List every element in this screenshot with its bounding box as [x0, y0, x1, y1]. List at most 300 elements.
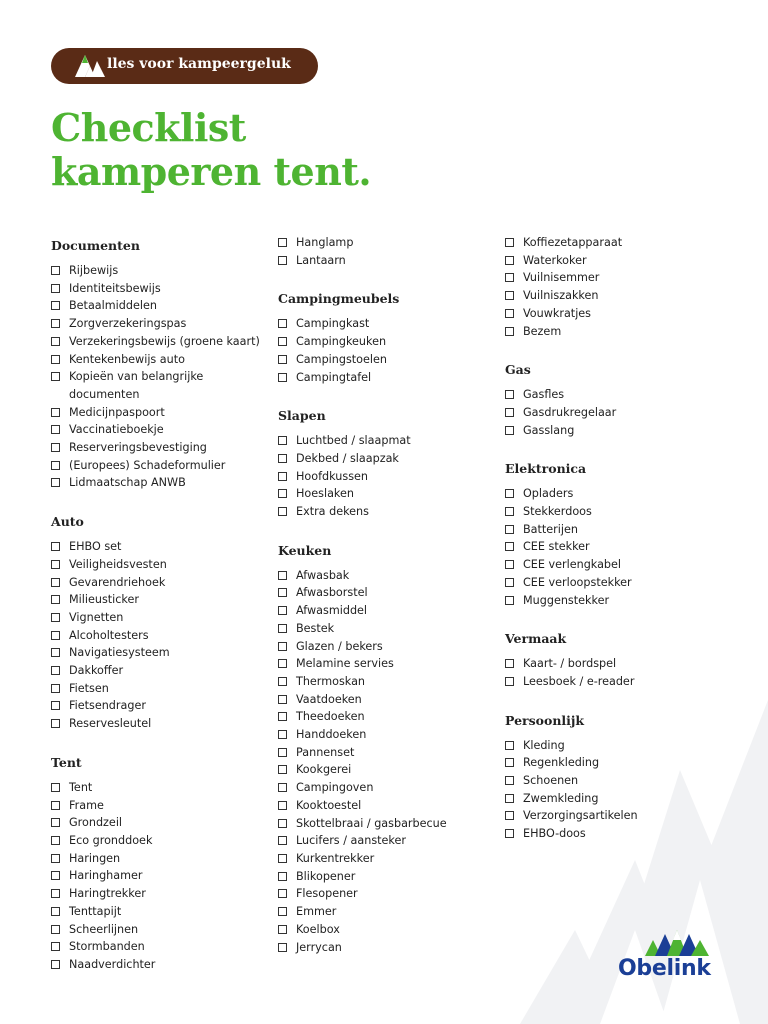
checklist-item[interactable] [278, 708, 493, 726]
checklist-item-label: Stekkerdoos [523, 505, 592, 519]
checklist-item-label: CEE verloopstekker [523, 575, 632, 589]
checklist-item-label: Gasslang [523, 423, 575, 437]
checkbox[interactable] [505, 390, 514, 399]
checkbox[interactable] [278, 489, 287, 498]
checkbox[interactable] [278, 436, 287, 445]
checkbox[interactable] [505, 659, 514, 668]
checkbox[interactable] [278, 801, 287, 810]
checklist-section [505, 361, 720, 439]
checkbox[interactable] [278, 454, 287, 463]
checklist-item[interactable] [505, 269, 720, 287]
checklist-item[interactable] [505, 807, 720, 825]
section-heading: Elektronica [505, 461, 587, 477]
page-title-line-1: Checklist [51, 105, 246, 150]
checklist-item[interactable] [278, 369, 493, 387]
checklist-item[interactable] [51, 921, 266, 939]
checklist-item[interactable] [278, 503, 493, 521]
checkbox[interactable] [505, 525, 514, 534]
checklist-item[interactable] [505, 592, 720, 610]
checkbox[interactable] [278, 642, 287, 651]
checklist-item[interactable] [278, 832, 493, 850]
checkbox[interactable] [278, 695, 287, 704]
checkbox[interactable] [51, 319, 60, 328]
checklist-item-label: Afwasbak [296, 568, 350, 582]
checklist-item-label: Tent [69, 780, 93, 794]
checklist-item-label: Regenkleding [523, 756, 600, 770]
checkbox[interactable] [278, 507, 287, 516]
checkbox[interactable] [51, 684, 60, 693]
checkbox[interactable] [278, 319, 287, 328]
checklist-item[interactable] [278, 655, 493, 673]
checkbox[interactable] [51, 478, 60, 487]
checklist-item-label: Thermoskan [296, 674, 366, 688]
checkbox[interactable] [51, 854, 60, 863]
checkbox[interactable] [51, 613, 60, 622]
checkbox[interactable] [505, 309, 514, 318]
checklist-item[interactable] [505, 655, 720, 673]
checklist-item-label: Dekbed / slaapzak [296, 451, 399, 465]
section-heading: Gas [505, 362, 531, 378]
checkbox[interactable] [278, 943, 287, 952]
checkbox[interactable] [505, 408, 514, 417]
checklist-item-label: Navigatiesysteem [69, 646, 170, 660]
checklist-item[interactable] [278, 584, 493, 602]
checklist-item-label: Hanglamp [296, 236, 354, 249]
checklist-item[interactable] [505, 323, 720, 341]
checklist-item[interactable] [278, 903, 493, 921]
checkbox[interactable] [51, 301, 60, 310]
checklist-section [278, 290, 493, 386]
checklist-item-label: Gasfles [523, 388, 565, 402]
checkbox[interactable] [51, 266, 60, 275]
checklist-item[interactable] [51, 262, 266, 280]
checklist-item-label: Koffiezetapparaat [523, 236, 623, 249]
checklist-item[interactable] [51, 832, 266, 850]
checkbox[interactable] [51, 631, 60, 640]
mountains-a-icon [73, 51, 109, 79]
checklist-item[interactable] [51, 938, 266, 956]
checklist-item-label: Leesboek / e-reader [523, 674, 635, 688]
checklist-item-label: Haringen [69, 851, 121, 865]
checkbox[interactable] [51, 578, 60, 587]
checklist-item-label: Alcoholtesters [69, 628, 149, 642]
checklist-item-label: Gasdrukregelaar [523, 405, 617, 419]
checklist-item-label: Skottelbraai / gasbarbecue [296, 816, 447, 830]
checklist-item-label: Veiligheidsvesten [69, 557, 167, 571]
checklist-item-label: Kooktoestel [296, 798, 362, 812]
checkbox[interactable] [505, 829, 514, 838]
checkbox[interactable] [278, 373, 287, 382]
checklist-item[interactable] [278, 673, 493, 691]
checkbox[interactable] [278, 337, 287, 346]
tagline-badge [51, 48, 318, 84]
logo-text: Obelink [618, 956, 711, 981]
checklist-item-label: Melamine servies [296, 657, 394, 671]
checklist-section [505, 712, 720, 843]
checklist-item[interactable] [51, 627, 266, 645]
checklist-item[interactable] [278, 234, 493, 252]
checklist-item-label: Vaatdoeken [296, 692, 362, 706]
checklist-item-label: Bezem [523, 324, 562, 338]
checklist-item[interactable] [505, 772, 720, 790]
checklist-item-label: Haringtrekker [69, 887, 146, 901]
checklist-item[interactable] [278, 485, 493, 503]
checklist-item[interactable] [51, 903, 266, 921]
checklist-item[interactable] [51, 814, 266, 832]
mountains-logo-icon [645, 928, 709, 958]
checkbox[interactable] [51, 701, 60, 710]
checklist-item[interactable] [51, 779, 266, 797]
checkbox[interactable] [278, 730, 287, 739]
checklist-item[interactable] [505, 485, 720, 503]
checkbox[interactable] [278, 925, 287, 934]
checklist-item[interactable] [278, 868, 493, 886]
checkbox[interactable] [505, 677, 514, 686]
checkbox[interactable] [278, 748, 287, 757]
checkbox[interactable] [51, 960, 60, 969]
checklist-section [505, 234, 720, 340]
checkbox[interactable] [51, 595, 60, 604]
checkbox[interactable] [51, 408, 60, 417]
checklist-item[interactable] [51, 297, 266, 315]
section-heading: Documenten [51, 238, 140, 253]
checkbox[interactable] [505, 426, 514, 435]
checkbox[interactable] [278, 872, 287, 881]
checklist-item-label: Lantaarn [296, 253, 346, 267]
section-heading: Keuken [278, 542, 332, 558]
checklist-item[interactable] [505, 825, 720, 843]
checklist-item-label: Campingoven [296, 781, 374, 795]
checkbox[interactable] [51, 560, 60, 569]
checklist-section [51, 754, 266, 974]
checklist-item-label: Reservesleutel [69, 717, 152, 731]
checklist-item[interactable] [51, 315, 266, 333]
checklist-item-label: CEE stekker [523, 540, 590, 554]
checklist-column-1 [51, 237, 266, 995]
checkbox[interactable] [51, 284, 60, 293]
checklist-item[interactable] [505, 386, 720, 404]
checklist-item-label: Afwasmiddel [296, 604, 368, 618]
checkbox[interactable] [51, 925, 60, 934]
checkbox[interactable] [278, 819, 287, 828]
checkbox[interactable] [51, 542, 60, 551]
checklist-item[interactable] [278, 797, 493, 815]
checkbox[interactable] [278, 907, 287, 916]
checklist-item-label: Luchtbed / slaapmat [296, 434, 411, 448]
checkbox[interactable] [51, 443, 60, 452]
checkbox[interactable] [505, 256, 514, 265]
checkbox[interactable] [51, 801, 60, 810]
checkbox[interactable] [505, 507, 514, 516]
checkbox[interactable] [278, 783, 287, 792]
checklist-item-label: Muggenstekker [523, 593, 610, 607]
checklist-item-label: Identiteitsbewijs [69, 281, 161, 295]
checklist-item-label: Blikopener [296, 869, 356, 883]
checklist-item[interactable] [278, 620, 493, 638]
checkbox[interactable] [278, 238, 287, 247]
checkbox[interactable] [51, 836, 60, 845]
checklist-item-label: Bestek [296, 621, 335, 635]
checkbox[interactable] [505, 489, 514, 498]
checklist-item-label: Extra dekens [296, 505, 369, 519]
checkbox[interactable] [51, 783, 60, 792]
checkbox[interactable] [278, 571, 287, 580]
checklist-column-2 [278, 234, 493, 977]
checklist-item[interactable] [278, 567, 493, 585]
checklist-item[interactable] [278, 468, 493, 486]
checkbox[interactable] [278, 889, 287, 898]
checkbox[interactable] [278, 624, 287, 633]
checklist-item-label: Campingstoelen [296, 352, 387, 366]
checklist-item-label: Glazen / bekers [296, 639, 383, 653]
checklist-item-label: Flesopener [296, 887, 358, 901]
checklist-item-label: Kaart- / bordspel [523, 657, 617, 671]
checklist-item[interactable] [278, 726, 493, 744]
checklist-item[interactable] [505, 754, 720, 772]
checklist-item[interactable] [278, 779, 493, 797]
checklist-item[interactable] [51, 591, 266, 609]
checklist-item[interactable] [51, 280, 266, 298]
checklist-item[interactable] [51, 662, 266, 680]
checkbox[interactable] [278, 355, 287, 364]
checklist-item[interactable] [51, 439, 266, 457]
checkbox[interactable] [51, 461, 60, 470]
checklist-item[interactable] [505, 503, 720, 521]
checklist-item-label: Verzorgingsartikelen [523, 809, 638, 823]
checklist-item-label: Vignetten [69, 610, 124, 624]
checklist-item[interactable] [505, 234, 720, 252]
checklist-item[interactable] [278, 450, 493, 468]
checklist-section [278, 234, 493, 269]
checkbox[interactable] [51, 648, 60, 657]
checklist-item-label: Lidmaatschap ANWB [69, 476, 186, 490]
checkbox[interactable] [505, 560, 514, 569]
checklist-item-label: Afwasborstel [296, 586, 368, 600]
page-title-line-2: kamperen tent. [51, 149, 372, 194]
checklist-item[interactable] [278, 638, 493, 656]
checklist-item[interactable] [278, 744, 493, 762]
checklist-item[interactable] [51, 538, 266, 556]
checklist-item-label: Vaccinatieboekje [69, 423, 164, 437]
checklist-item-label: Eco gronddoek [69, 833, 153, 847]
checkbox[interactable] [51, 942, 60, 951]
checklist-section [278, 407, 493, 521]
checkbox[interactable] [505, 596, 514, 605]
checklist-item[interactable] [278, 333, 493, 351]
checkbox[interactable] [505, 542, 514, 551]
checklist-column-3 [505, 234, 720, 864]
checklist-item[interactable] [278, 761, 493, 779]
checklist-item-label: CEE verlengkabel [523, 558, 622, 572]
checklist-item[interactable] [51, 867, 266, 885]
checklist-item-label: Reserveringsbevestiging [69, 441, 207, 455]
checkbox[interactable] [505, 327, 514, 336]
checkbox[interactable] [278, 712, 287, 721]
checkbox[interactable] [51, 425, 60, 434]
checkbox[interactable] [51, 666, 60, 675]
checklist-item[interactable] [51, 351, 266, 369]
checklist-item[interactable] [51, 404, 266, 422]
checkbox[interactable] [51, 871, 60, 880]
checklist-item-label: Rijbewijs [69, 264, 119, 277]
checklist-item-label: Kleding [523, 738, 565, 752]
checklist-item-label: Tenttapijt [69, 904, 122, 918]
checkbox[interactable] [278, 677, 287, 686]
checkbox[interactable] [51, 889, 60, 898]
checkbox[interactable] [505, 758, 514, 767]
checklist-item[interactable] [505, 737, 720, 755]
checklist-item[interactable] [51, 457, 266, 475]
checklist-item[interactable] [51, 680, 266, 698]
checklist-item[interactable] [278, 939, 493, 957]
checklist-item[interactable] [505, 574, 720, 592]
checklist-item[interactable] [505, 404, 720, 422]
checklist-item[interactable] [505, 287, 720, 305]
checkbox[interactable] [278, 836, 287, 845]
checklist-item-label: Milieusticker [69, 593, 139, 607]
checkbox[interactable] [505, 811, 514, 820]
checklist-item[interactable] [505, 673, 720, 691]
checklist-item-label: Vuilnisemmer [523, 271, 600, 285]
checklist-item-label: Fietsen [69, 681, 109, 695]
checklist-section [51, 237, 266, 492]
checkbox[interactable] [51, 372, 60, 381]
section-heading: Auto [51, 514, 84, 530]
checklist-section [505, 630, 720, 690]
checklist-item-label: Jerrycan [296, 940, 342, 954]
checkbox[interactable] [278, 659, 287, 668]
checklist-item[interactable] [51, 474, 266, 492]
checklist-item-label: Haringhamer [69, 869, 143, 883]
checkbox[interactable] [51, 355, 60, 364]
checkbox[interactable] [278, 588, 287, 597]
checklist-item-label: Emmer [296, 905, 337, 919]
checklist-item[interactable] [505, 538, 720, 556]
checklist-item-label: Naadverdichter [69, 957, 156, 971]
checklist-item[interactable] [51, 421, 266, 439]
checklist-item-label: Pannenset [296, 745, 355, 759]
checkbox[interactable] [278, 765, 287, 774]
section-heading: Persoonlijk [505, 712, 585, 728]
checklist-item-label: Kentekenbewijs auto [69, 352, 185, 366]
checklist-section [278, 542, 493, 956]
checklist-item-label: Theedoeken [296, 710, 365, 724]
checklist-item-label: Kookgerei [296, 763, 352, 777]
section-heading: Campingmeubels [278, 291, 400, 307]
obelink-logo [615, 928, 740, 984]
checkbox[interactable] [505, 741, 514, 750]
checklist-item[interactable] [51, 644, 266, 662]
checklist-item[interactable] [278, 691, 493, 709]
checkbox[interactable] [51, 907, 60, 916]
checklist-item[interactable] [51, 609, 266, 627]
checkbox[interactable] [278, 256, 287, 265]
section-heading: Vermaak [505, 631, 567, 647]
checklist-item[interactable] [278, 315, 493, 333]
checkbox[interactable] [505, 578, 514, 587]
checkbox[interactable] [505, 776, 514, 785]
checklist-item-label: Dakkoffer [69, 664, 124, 678]
checklist-item-label: Frame [69, 798, 104, 812]
checklist-item-label: EHBO-doos [523, 827, 586, 841]
checklist-item[interactable] [51, 333, 266, 351]
checklist-item[interactable] [51, 697, 266, 715]
checkbox[interactable] [278, 606, 287, 615]
checklist-item-label: Betaalmiddelen [69, 299, 157, 313]
checklist-item[interactable] [51, 797, 266, 815]
checkbox[interactable] [505, 291, 514, 300]
checklist-item-label: (Europees) Schadeformulier [69, 458, 226, 472]
checklist-item[interactable] [51, 850, 266, 868]
checkbox[interactable] [505, 238, 514, 247]
checklist-item[interactable] [505, 521, 720, 539]
checkbox[interactable] [505, 273, 514, 282]
checklist-item[interactable] [51, 715, 266, 733]
checklist-item-label: Campingkast [296, 317, 370, 331]
checklist-item[interactable] [51, 956, 266, 974]
checklist-section [505, 460, 720, 609]
checklist-item-label: Waterkoker [523, 253, 587, 267]
tagline-text: lles voor kampeergeluk [107, 56, 291, 72]
checklist-item-label: Vouwkratjes [523, 306, 592, 320]
checkbox[interactable] [51, 719, 60, 728]
checklist-item[interactable] [505, 422, 720, 440]
page-title [51, 106, 371, 194]
checklist-item-label: EHBO set [69, 540, 122, 554]
checklist-item-label: Opladers [523, 487, 574, 501]
checklist-section [51, 513, 266, 733]
checklist-item[interactable] [278, 602, 493, 620]
checklist-item[interactable] [278, 885, 493, 903]
checkbox[interactable] [278, 854, 287, 863]
checkbox[interactable] [51, 337, 60, 346]
checklist-item-label: Koelbox [296, 922, 340, 936]
checklist-item-label: Handdoeken [296, 728, 367, 742]
checklist-item-label: Vuilniszakken [523, 289, 599, 303]
checklist-item-label: Lucifers / aansteker [296, 834, 406, 848]
checklist-item[interactable] [51, 556, 266, 574]
section-heading: Tent [51, 754, 82, 770]
checklist-item[interactable] [505, 252, 720, 270]
checklist-item-label: Hoeslaken [296, 487, 354, 501]
checklist-item[interactable] [505, 305, 720, 323]
checklist-item-label: Batterijen [523, 522, 578, 536]
checklist-item-label: Stormbanden [69, 940, 145, 954]
checklist-item[interactable] [505, 790, 720, 808]
checkbox[interactable] [51, 818, 60, 827]
checklist-item[interactable] [278, 850, 493, 868]
checklist-item-label: Campingtafel [296, 370, 372, 384]
checklist-item[interactable] [505, 556, 720, 574]
checklist-item[interactable] [278, 815, 493, 833]
checklist-item-label: Fietsendrager [69, 699, 146, 713]
checklist-item[interactable] [278, 921, 493, 939]
checklist-item-label: Campingkeuken [296, 335, 387, 349]
checkbox[interactable] [278, 472, 287, 481]
checkbox[interactable] [505, 794, 514, 803]
checklist-item-label: Gevarendriehoek [69, 575, 166, 589]
checklist-item-label: Schoenen [523, 774, 579, 788]
checklist-item[interactable] [278, 432, 493, 450]
checklist-item[interactable] [278, 252, 493, 270]
checklist-item[interactable] [278, 351, 493, 369]
section-heading: Slapen [278, 408, 326, 424]
checklist-item-label: Kopieën van belangrijke documenten [69, 370, 204, 401]
checklist-item-label: Verzekeringsbewijs (groene kaart) [69, 334, 260, 348]
checklist-item[interactable] [51, 574, 266, 592]
checklist-item[interactable] [51, 368, 266, 403]
checklist-item[interactable] [51, 885, 266, 903]
